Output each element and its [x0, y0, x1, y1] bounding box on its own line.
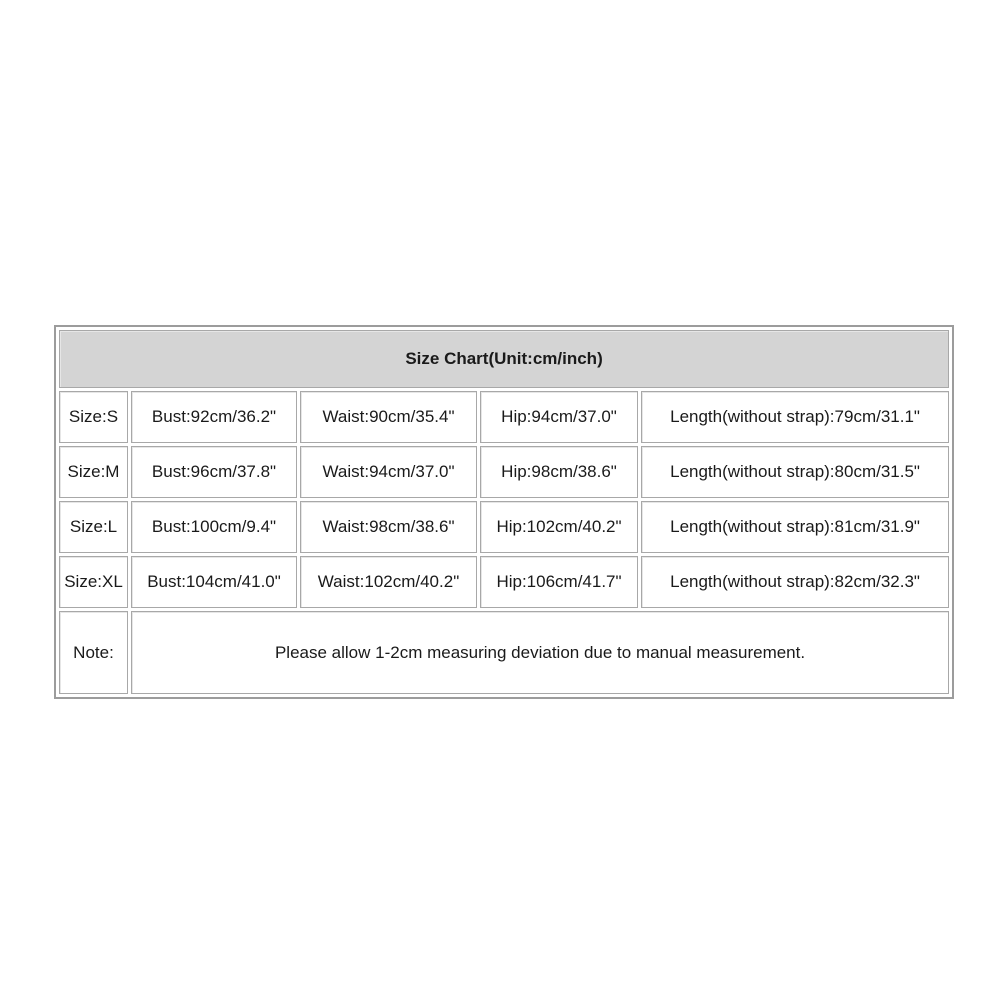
length-cell: Length(without strap):79cm/31.1": [641, 391, 949, 443]
table-row: [59, 446, 949, 498]
hip-cell: Hip:102cm/40.2": [480, 501, 638, 553]
hip-cell: Hip:98cm/38.6": [480, 446, 638, 498]
note-row: [59, 611, 949, 694]
size-cell: Size:XL: [59, 556, 128, 608]
bust-cell: Bust:96cm/37.8": [131, 446, 297, 498]
length-cell: Length(without strap):81cm/31.9": [641, 501, 949, 553]
length-cell: Length(without strap):80cm/31.5": [641, 446, 949, 498]
note-label: Note:: [59, 611, 128, 694]
bust-cell: Bust:104cm/41.0": [131, 556, 297, 608]
waist-cell: Waist:98cm/38.6": [300, 501, 477, 553]
length-cell: Length(without strap):82cm/32.3": [641, 556, 949, 608]
table-row: [59, 501, 949, 553]
size-cell: Size:L: [59, 501, 128, 553]
waist-cell: Waist:90cm/35.4": [300, 391, 477, 443]
waist-cell: Waist:94cm/37.0": [300, 446, 477, 498]
size-cell: Size:S: [59, 391, 128, 443]
size-cell: Size:M: [59, 446, 128, 498]
table-title: Size Chart(Unit:cm/inch): [59, 330, 949, 388]
table-row: [59, 391, 949, 443]
bust-cell: Bust:100cm/9.4": [131, 501, 297, 553]
note-text: Please allow 1-2cm measuring deviation due to manual measurement.: [131, 611, 949, 694]
bust-cell: Bust:92cm/36.2": [131, 391, 297, 443]
table-row: [59, 556, 949, 608]
waist-cell: Waist:102cm/40.2": [300, 556, 477, 608]
hip-cell: Hip:106cm/41.7": [480, 556, 638, 608]
size-chart-table: [54, 325, 954, 699]
hip-cell: Hip:94cm/37.0": [480, 391, 638, 443]
